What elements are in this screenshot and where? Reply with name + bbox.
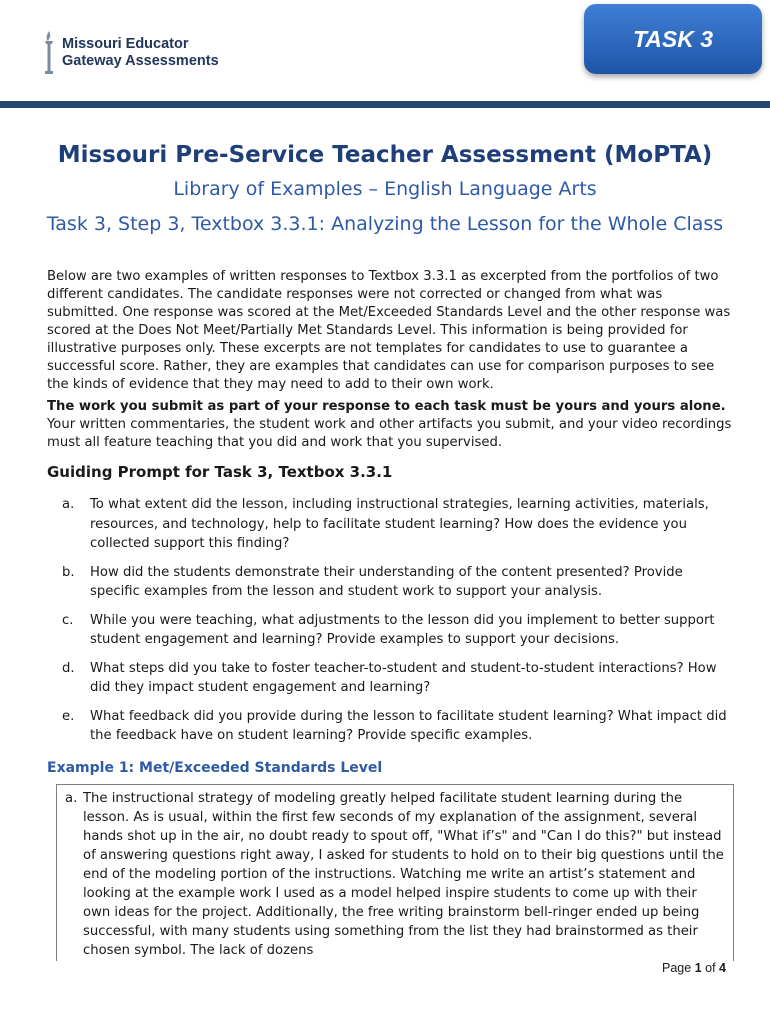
example-letter: a. (65, 791, 78, 806)
page-word: Page (662, 961, 692, 975)
prompt-item (62, 659, 732, 698)
prompt-letter: d. (62, 660, 75, 676)
subtitle-task: Task 3, Step 3, Textbox 3.3.1: Analyzing the Lesson for the Whole Class (46, 213, 724, 235)
header-divider (0, 101, 770, 108)
subtitle-library: Library of Examples – English Language Arts (173, 178, 597, 200)
prompt-item (62, 611, 732, 650)
page-number (662, 961, 726, 975)
prompt-text: What feedback did you provide during the lesson to facilitate student learning? What impact did the feedback have on student learning? Provide specific examples. (90, 708, 727, 743)
prompt-text: What steps did you take to foster teacher-to-student and student-to-student interactions? How did they impact student engagement and learning? (90, 660, 717, 695)
page-current: 1 (694, 961, 702, 975)
prompt-letter: c. (62, 612, 74, 628)
header-logo (40, 28, 219, 78)
prompt-item (62, 495, 732, 554)
logo-line-1: Missouri Educator (62, 36, 189, 52)
page-of: of (705, 961, 716, 975)
example-item (57, 785, 733, 960)
prompt-letter: b. (62, 564, 75, 580)
prompt-letter: e. (62, 708, 75, 724)
example-heading: Example 1: Met/Exceeded Standards Level (47, 760, 383, 776)
intro-paragraph: Below are two examples of written responses to Textbox 3.3.1 as excerpted from the portfolios of two different candidates. The candidate responses were not corrected or changed from what was submitted. One response was scored at the Met/Exceeded Standards Level and the other response was scored at the Does Not Meet/Partially Met Standards Level. This information is being provided for illustrative purposes only. These excerpts are not templates for candidates to use to guarantee a successful score. Rather, they are examples that candidates can use for comparison purposes to see the kinds of evidence that they may need to add to their own work. (47, 269, 731, 392)
notice-rest: Your written commentaries, the student work and other artifacts you submit, and your video recordings must all feature teaching that you did and work that you supervised. (47, 417, 732, 450)
page-title: Missouri Pre-Service Teacher Assessment (MoPTA) (57, 142, 713, 168)
example-response-box (56, 784, 734, 961)
logo-line-2: Gateway Assessments (62, 53, 219, 69)
prompt-item (62, 563, 732, 602)
notice-bold: The work you submit as part of your response to each task must be yours and yours alone. (47, 399, 726, 414)
page-total: 4 (719, 961, 726, 975)
prompt-letter: a. (62, 497, 75, 512)
task-badge: TASK 3 (584, 4, 762, 74)
example-text: The instructional strategy of modeling greatly helped facilitate student learning during the lesson. As is usual, within the first few seconds of my explanation of the assignment, several hands shot up in the air, no doubt ready to spout off, "What if’s" and "Can I do this?" but instead of answering questions right away, I asked for students to hold on to their big questions until the end of the modeling portion of the instructions. Watching me write an artist’s statement and looking at the example work I used as a model helped inspire students to come up with their own ideas for the project. Additionally, the free writing brainstorm bell-ringer ended up being successful, with many students using something from the list they had brainstormed as their chosen symbol. The lack of dozens (83, 791, 724, 958)
prompt-text: While you were teaching, what adjustments to the lesson did you implement to better support student engagement and learning? Provide examples to support your decisions. (90, 612, 715, 647)
prompt-item (62, 707, 732, 746)
torch-icon (40, 29, 58, 77)
prompt-text: How did the students demonstrate their understanding of the content presented? Provide specific examples from the lesson and student work to support your analysis. (90, 564, 683, 599)
prompt-text: To what extent did the lesson, including instructional strategies, learning activities, materials, resources, and technology, help to facilitate student learning? How does the evidence you collected support this finding? (90, 497, 709, 551)
prompt-list (62, 495, 732, 755)
notice-paragraph (47, 398, 737, 452)
prompt-heading: Guiding Prompt for Task 3, Textbox 3.3.1 (47, 463, 393, 481)
